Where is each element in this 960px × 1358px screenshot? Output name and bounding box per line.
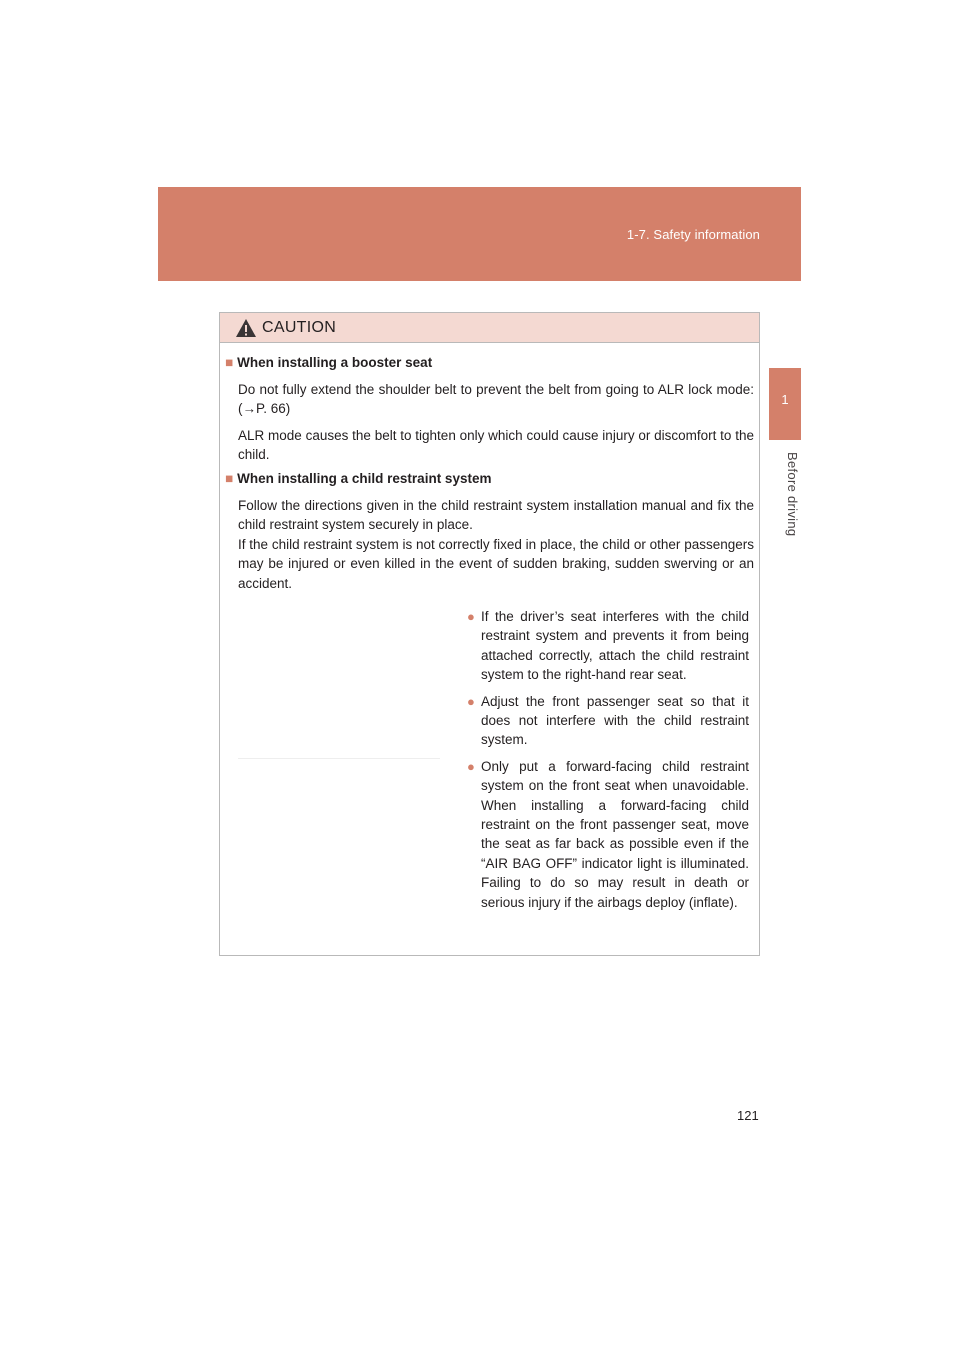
paragraph: If the child restraint system is not correctly fixed in place, the child or other passengers may be injured or even killed in the event of sudden braking, sudden swerving or an accident.	[238, 537, 754, 591]
paragraph: ALR mode causes the belt to tighten only which could cause injury or discomfort to the child.	[238, 428, 754, 463]
paragraph: Do not fully extend the shoulder belt to prevent the belt from going to ALR lock mode: (→P. 66)	[238, 382, 754, 417]
section-heading-child-restraint: ■ When installing a child restraint system	[225, 471, 492, 486]
square-bullet-icon: ■	[225, 355, 234, 370]
caution-box	[219, 312, 760, 956]
section-title: 1-7. Safety information	[626, 227, 760, 242]
square-bullet-icon: ■	[225, 471, 234, 486]
section-heading-booster-seat: ■ When installing a booster seat	[225, 355, 433, 370]
circle-bullet-icon: ●	[467, 609, 475, 624]
chapter-number: 1	[781, 392, 789, 407]
caution-header	[220, 313, 759, 343]
caution-title: CAUTION	[262, 319, 337, 336]
list-item: ● Adjust the front passenger seat so that it does not interfere with the child restraint system.	[467, 693, 749, 748]
warning-triangle-icon	[235, 318, 257, 338]
chapter-tab	[769, 368, 801, 440]
list-item: ● If the driver’s seat interferes with the child restraint system and prevents it from being attached correctly, attach the child restraint system to the right-hand rear seat.	[467, 609, 749, 683]
image-placeholder-divider	[238, 758, 440, 759]
chapter-label: Before driving	[785, 452, 800, 537]
bullet-list	[467, 607, 749, 919]
page-number: 121	[737, 1108, 759, 1123]
header-band	[158, 187, 801, 281]
circle-bullet-icon: ●	[467, 758, 475, 774]
list-item: ● Only put a forward-facing child restraint system on the front seat when unavoidable. When installing a forward-facing child restraint on the front passenger seat, move the seat as far back as possible even if the “AIR BAG OFF” indicator light is illuminated. Failing to do so may result in death or serious injury if the airbags deploy (inflate).	[467, 758, 749, 910]
circle-bullet-icon: ●	[467, 693, 475, 709]
paragraph: Follow the directions given in the child restraint system installation manual and fix the child restraint system securely in place.	[238, 498, 754, 533]
